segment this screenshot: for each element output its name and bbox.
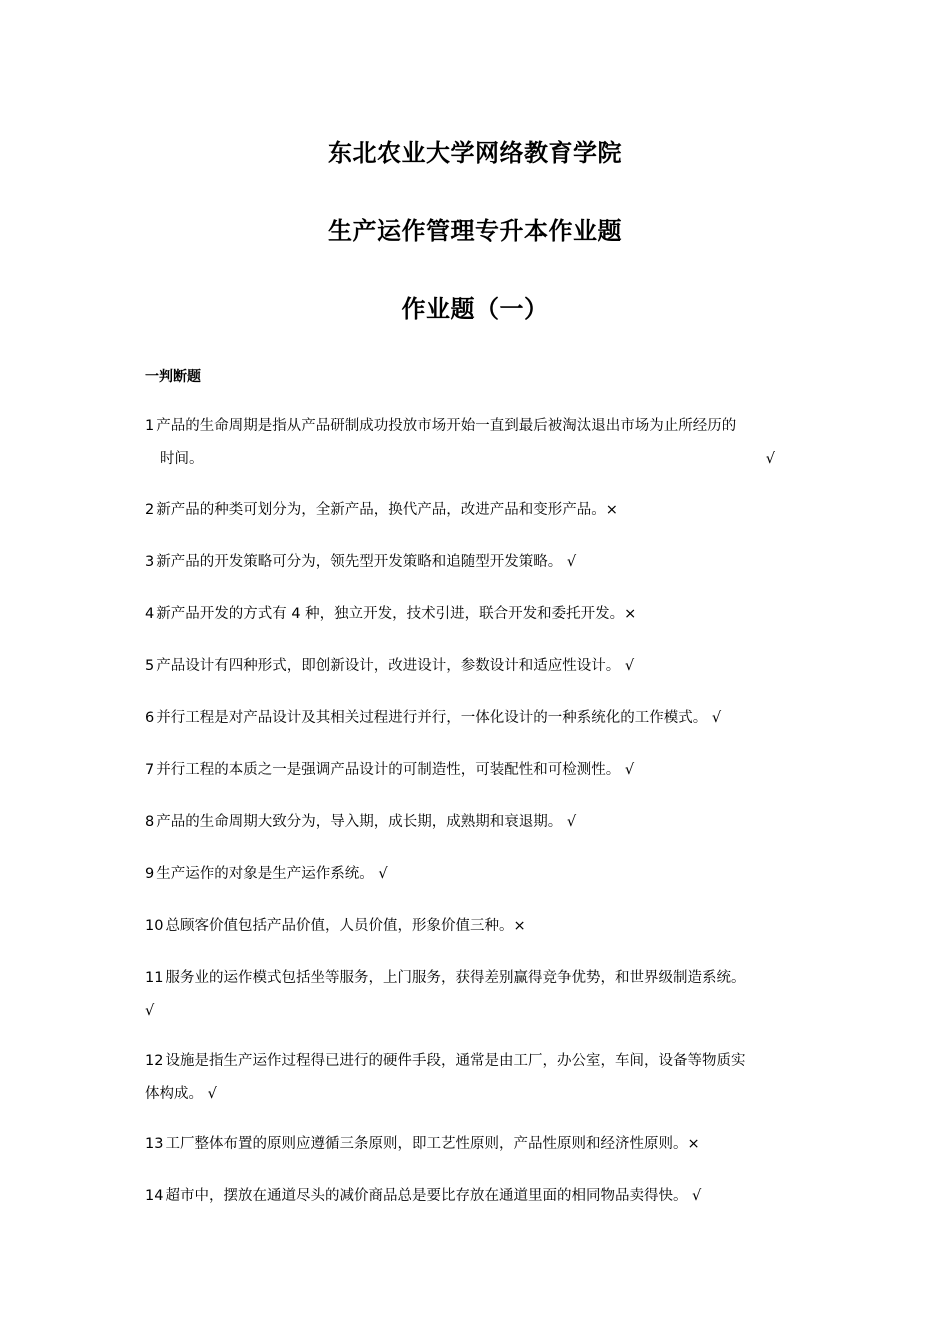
answer-mark: √ <box>765 451 775 467</box>
question-text: 并行工程的本质之一是强调产品设计的可制造性，可装配性和可检测性。 √ <box>156 762 635 778</box>
question-text: 产品设计有四种形式，即创新设计，改进设计，参数设计和适应性设计。 √ <box>156 658 635 674</box>
question-text: 总顾客价值包括产品价值，人员价值，形象价值三种。× <box>165 918 526 934</box>
question-text: 服务业的运作模式包括坐等服务，上门服务，获得差别赢得竞争优势，和世界级制造系统。 <box>165 970 746 986</box>
question-number: 2 <box>145 502 155 518</box>
question-item <box>145 702 815 735</box>
question-item <box>145 650 815 683</box>
question-number: 9 <box>145 866 155 882</box>
question-text-line2: 体构成。 √ <box>145 1086 217 1102</box>
question-number: 12 <box>145 1053 164 1069</box>
question-text: 产品的生命周期大致分为，导入期，成长期，成熟期和衰退期。 √ <box>156 814 577 830</box>
question-number: 8 <box>145 814 155 830</box>
question-item <box>145 858 815 891</box>
question-text: 并行工程是对产品设计及其相关过程进行并行，一体化设计的一种系统化的工作模式。 √ <box>156 710 722 726</box>
question-number: 11 <box>145 970 164 986</box>
question-number: 3 <box>145 554 155 570</box>
question-number: 10 <box>145 918 164 934</box>
question-item <box>145 754 815 787</box>
question-number: 6 <box>145 710 155 726</box>
question-text: 工厂整体布置的原则应遵循三条原则，即工艺性原则，产品性原则和经济性原则。× <box>165 1136 700 1152</box>
question-text: 新产品的开发策略可分为，领先型开发策略和追随型开发策略。 √ <box>156 554 577 570</box>
question-text-line2: √ <box>145 1003 155 1019</box>
question-item <box>145 962 815 1028</box>
question-item <box>145 1128 815 1161</box>
question-item <box>145 546 815 579</box>
question-text: 超市中，摆放在通道尽头的减价商品总是要比存放在通道里面的相同物品卖得快。 √ <box>165 1188 702 1204</box>
question-item <box>145 598 815 631</box>
question-item <box>145 806 815 839</box>
question-item <box>145 494 815 527</box>
question-text: 新产品的种类可划分为，全新产品，换代产品，改进产品和变形产品。× <box>156 502 618 518</box>
assignment-title: 作业题（一） <box>401 295 549 323</box>
question-text-continued <box>145 443 815 476</box>
question-text-line2: 时间。 <box>160 451 204 467</box>
question-item <box>145 910 815 943</box>
course-title: 生产运作管理专升本作业题 <box>328 217 622 245</box>
question-item <box>145 410 815 476</box>
question-item <box>145 1045 815 1111</box>
question-number: 7 <box>145 762 155 778</box>
question-number: 4 <box>145 606 155 622</box>
question-text: 生产运作的对象是生产运作系统。 √ <box>156 866 388 882</box>
question-number: 5 <box>145 658 155 674</box>
school-title: 东北农业大学网络教育学院 <box>328 139 622 167</box>
question-text: 产品的生命周期是指从产品研制成功投放市场开始一直到最后被淘汰退出市场为止所经历的 <box>156 418 737 434</box>
question-text: 新产品开发的方式有 4 种，独立开发，技术引进，联合开发和委托开发。× <box>156 606 637 622</box>
question-text: 设施是指生产运作过程得已进行的硬件手段，通常是由工厂，办公室，车间，设备等物质实 <box>165 1053 746 1069</box>
question-number: 13 <box>145 1136 164 1152</box>
question-number: 14 <box>145 1188 164 1204</box>
section-heading: 一判断题 <box>145 369 201 385</box>
question-number: 1 <box>145 418 155 434</box>
question-item <box>145 1180 815 1213</box>
